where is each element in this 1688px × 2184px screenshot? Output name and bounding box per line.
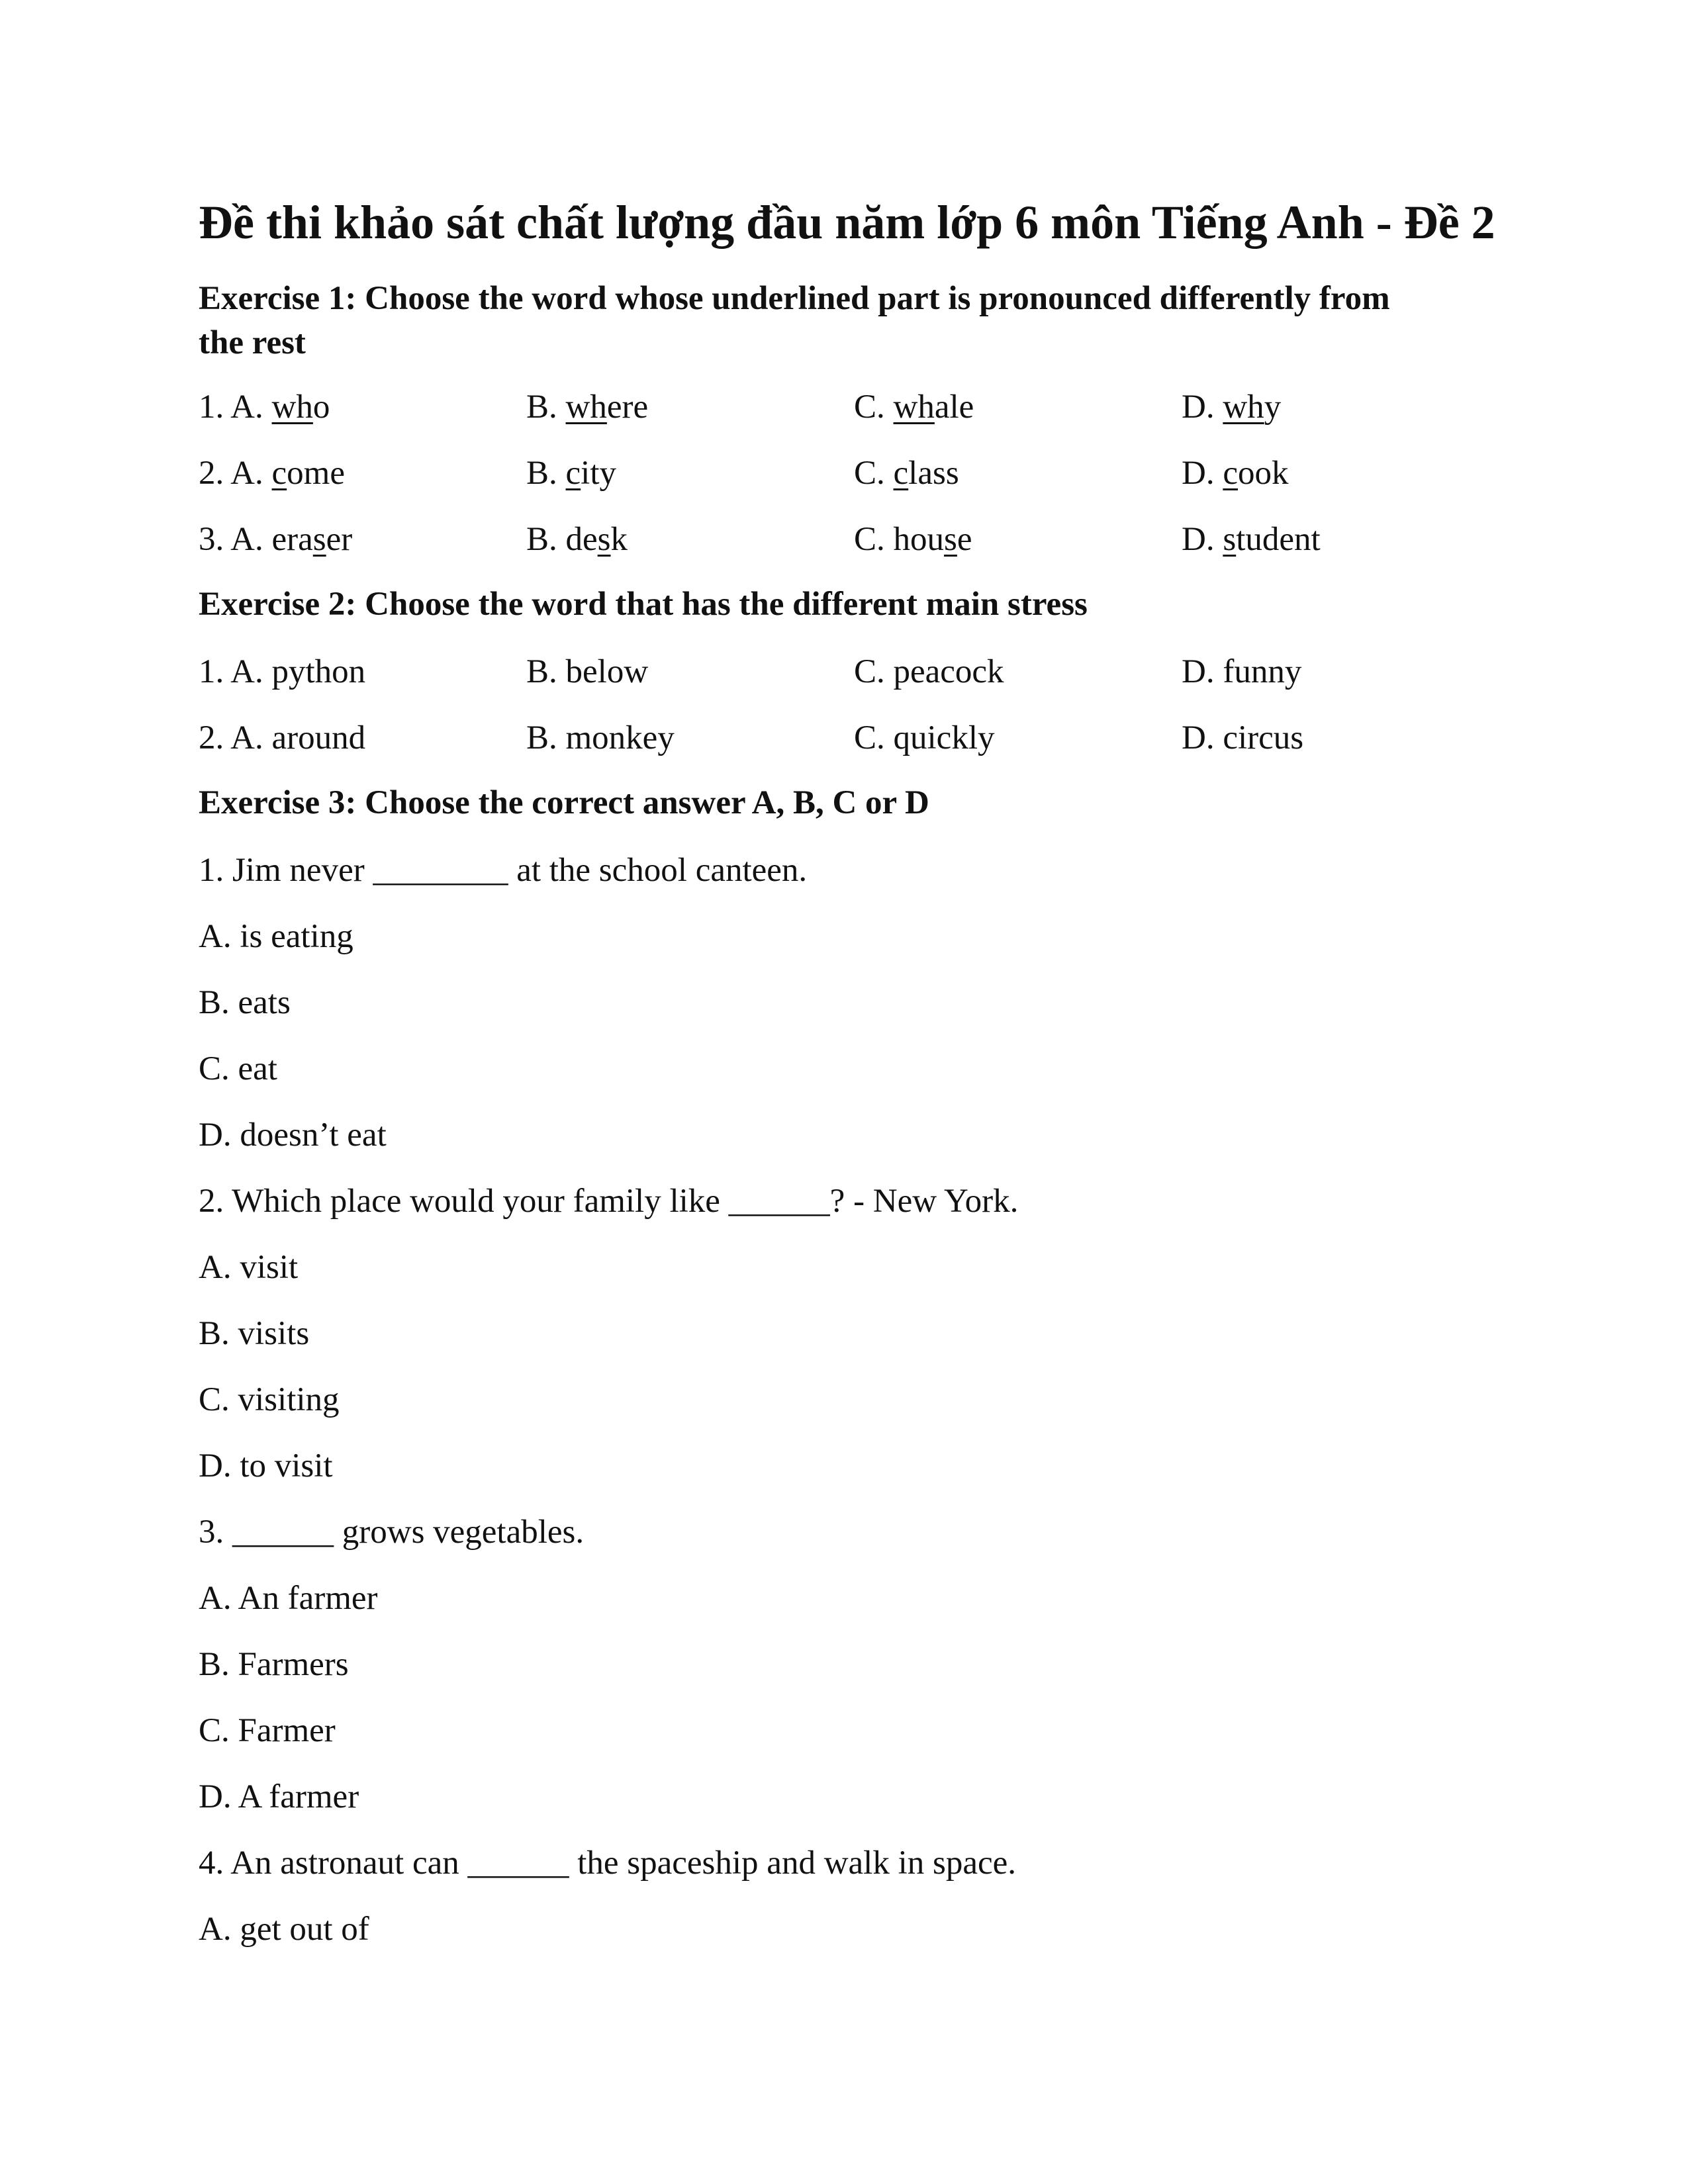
exercise-2-heading: Exercise 2: Choose the word that has the different main stress — [199, 586, 1088, 623]
ex2-q1-option-c: C. peacock — [854, 653, 1004, 690]
exercise-1-heading: Exercise 1: Choose the word whose underlined part is pronounced differently from — [199, 280, 1390, 317]
ex1-q1-option-b: B. where — [526, 388, 649, 426]
ex2-q1-option-d: D. funny — [1182, 653, 1302, 690]
ex3-question-3: 3. ______ grows vegetables. — [199, 1514, 585, 1551]
ex2-q2-option-d: D. circus — [1182, 719, 1304, 756]
ex3-q3-option-c: C. Farmer — [199, 1712, 336, 1749]
ex1-q2-option-b: B. city — [526, 455, 617, 492]
ex2-q2-option-c: C. quickly — [854, 719, 995, 756]
ex3-q4-option-a: A. get out of — [199, 1911, 369, 1948]
exercise-3-heading: Exercise 3: Choose the correct answer A, B, C or D — [199, 784, 929, 821]
ex2-q1-option-b: B. below — [526, 653, 649, 690]
ex1-q1-option-c: C. whale — [854, 388, 974, 426]
ex3-q2-option-d: D. to visit — [199, 1447, 333, 1484]
ex2-q1-option-a: 1. A. python — [199, 653, 366, 690]
ex3-q3-option-b: B. Farmers — [199, 1646, 349, 1683]
ex1-q1-option-d: D. why — [1182, 388, 1282, 426]
ex3-q2-option-a: A. visit — [199, 1249, 299, 1286]
ex1-q2-option-d: D. cook — [1182, 455, 1289, 492]
ex3-q3-option-d: D. A farmer — [199, 1778, 359, 1815]
exercise-1-heading-cont: the rest — [199, 324, 306, 361]
document-title: Đề thi khảo sát chất lượng đầu năm lớp 6 môn Tiếng Anh - Đề 2 — [199, 196, 1495, 249]
ex3-q1-option-a: A. is eating — [199, 918, 353, 955]
ex3-question-2: 2. Which place would your family like ______? - New York. — [199, 1183, 1019, 1220]
ex3-q3-option-a: A. An farmer — [199, 1580, 378, 1617]
ex3-q1-option-b: B. eats — [199, 984, 291, 1021]
ex1-q3-option-d: D. student — [1182, 521, 1321, 558]
ex3-q2-option-c: C. visiting — [199, 1381, 340, 1418]
ex1-q2-option-a: 2. A. come — [199, 455, 345, 492]
ex3-q1-option-d: D. doesn’t eat — [199, 1116, 387, 1154]
ex1-q1-option-a: 1. A. who — [199, 388, 330, 426]
ex3-q1-option-c: C. eat — [199, 1050, 277, 1087]
ex2-q2-option-a: 2. A. around — [199, 719, 366, 756]
ex1-q3-option-a: 3. A. eraser — [199, 521, 353, 558]
ex2-q2-option-b: B. monkey — [526, 719, 675, 756]
ex3-q2-option-b: B. visits — [199, 1315, 310, 1352]
ex1-q3-option-c: C. house — [854, 521, 972, 558]
ex1-q2-option-c: C. class — [854, 455, 959, 492]
ex3-question-4: 4. An astronaut can ______ the spaceship and walk in space. — [199, 1844, 1017, 1882]
ex1-q3-option-b: B. desk — [526, 521, 628, 558]
ex3-question-1: 1. Jim never ________ at the school canteen. — [199, 852, 808, 889]
